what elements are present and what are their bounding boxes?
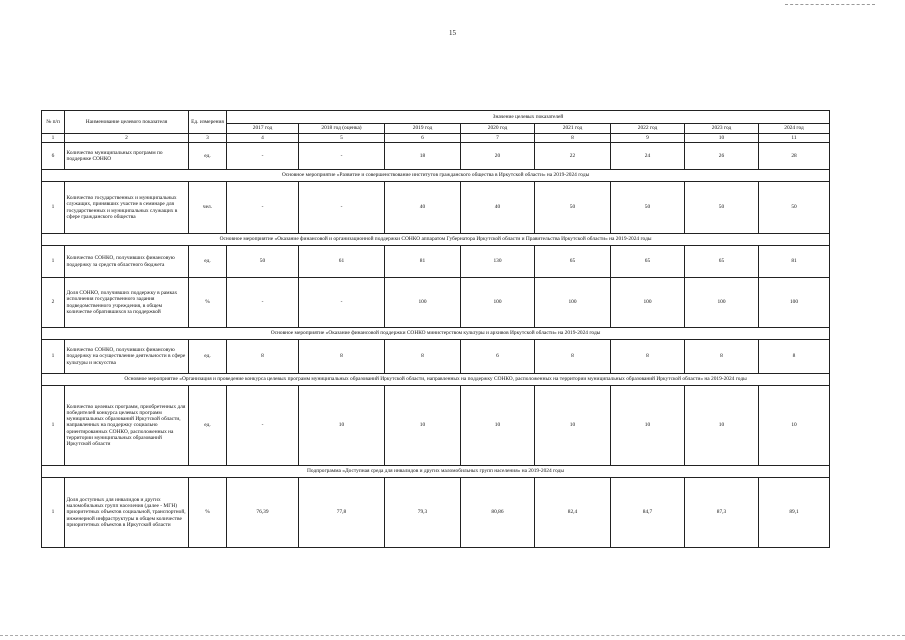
header-year: 2017 год xyxy=(227,124,299,134)
row-value: 50 xyxy=(685,182,759,234)
row-num: 1 xyxy=(42,478,65,548)
row-value: 89,1 xyxy=(759,478,830,548)
row-value: 8 xyxy=(611,340,685,374)
header-num: № п/п xyxy=(42,111,65,134)
row-name: Доля СОНКО, получивших поддержку в рамках исполнения государственного задания подведомственного учреждения, в общем количестве обратившихся за поддержкой xyxy=(65,278,189,328)
bottom-rule xyxy=(0,635,905,636)
row-value: 24 xyxy=(611,143,685,170)
row-value: 84,7 xyxy=(611,478,685,548)
row-unit: % xyxy=(189,278,227,328)
row-num: 1 xyxy=(42,340,65,374)
row-value: 40 xyxy=(385,182,461,234)
row-value: 100 xyxy=(759,278,830,328)
row-value: 22 xyxy=(535,143,611,170)
col-number: 11 xyxy=(759,134,830,143)
row-value: 10 xyxy=(685,386,759,466)
header-values-group: Значение целевых показателей xyxy=(227,111,830,124)
col-number: 1 xyxy=(42,134,65,143)
header-year: 2019 год xyxy=(385,124,461,134)
row-value: 50 xyxy=(611,182,685,234)
row-value: 8 xyxy=(759,340,830,374)
header-year: 2022 год xyxy=(611,124,685,134)
section-row xyxy=(42,234,830,246)
row-num: 1 xyxy=(42,386,65,466)
section-title: Основное мероприятие «Оказание финансовой поддержки СОНКО министерством культуры и архивов Иркутской области» на 2019-2024 годы xyxy=(42,328,830,340)
row-name: Доля доступных для инвалидов и других маломобильных групп населения (далее - МГН) приоритетных объектов социальной, транспортной, инженерной инфраструктуры в общем количестве приоритетных объектов в Иркутской области xyxy=(65,478,189,548)
section-row xyxy=(42,466,830,478)
row-value: 10 xyxy=(535,386,611,466)
row-value: 50 xyxy=(759,182,830,234)
row-name: Количество СОНКО, получивших финансовую поддержку на осуществление деятельности в сфере культуры и искусства xyxy=(65,340,189,374)
row-unit: ед. xyxy=(189,246,227,278)
row-value: 79,3 xyxy=(385,478,461,548)
row-unit: чел. xyxy=(189,182,227,234)
row-value: 8 xyxy=(685,340,759,374)
col-number: 3 xyxy=(189,134,227,143)
row-value: 8 xyxy=(535,340,611,374)
row-value: 10 xyxy=(385,386,461,466)
row-value: 65 xyxy=(611,246,685,278)
row-value: 8 xyxy=(299,340,385,374)
row-value: 10 xyxy=(611,386,685,466)
section-title: Основное мероприятие «Организация и проведение конкурса целевых программ муниципальных образований Иркутской области, направленных на поддержку СОНКО, расположенных на территории муниципальных образований Иркутской области» на 2019-2024 годы xyxy=(42,374,830,386)
row-unit: % xyxy=(189,478,227,548)
row-value: 80,86 xyxy=(461,478,535,548)
row-value: 100 xyxy=(685,278,759,328)
top-rule xyxy=(785,4,875,5)
section-row xyxy=(42,374,830,386)
row-num: 6 xyxy=(42,143,65,170)
row-value: - xyxy=(299,143,385,170)
header-year: 2020 год xyxy=(461,124,535,134)
col-number: 4 xyxy=(227,134,299,143)
row-value: - xyxy=(227,278,299,328)
row-value: 10 xyxy=(759,386,830,466)
row-name: Количество муниципальных программ по поддержке СОНКО xyxy=(65,143,189,170)
row-value: 6 xyxy=(461,340,535,374)
row-value: 65 xyxy=(535,246,611,278)
row-value: 76,39 xyxy=(227,478,299,548)
col-number: 8 xyxy=(535,134,611,143)
table-row xyxy=(42,246,830,278)
row-value: 100 xyxy=(535,278,611,328)
row-value: 130 xyxy=(461,246,535,278)
row-value: 77,8 xyxy=(299,478,385,548)
col-number: 5 xyxy=(299,134,385,143)
row-name: Количество СОНКО, получивших финансовую поддержку за средств областного бюджета xyxy=(65,246,189,278)
table-row xyxy=(42,340,830,374)
header-year: 2023 год xyxy=(685,124,759,134)
row-value: 87,3 xyxy=(685,478,759,548)
page-number: 15 xyxy=(449,29,456,37)
indicators-table xyxy=(41,110,830,548)
table-row xyxy=(42,386,830,466)
section-title: Основное мероприятие «Оказание финансовой и организационной поддержки СОНКО аппаратом Губернатора Иркутской области и Правительства Иркутской области» на 2019-2024 годы xyxy=(42,234,830,246)
header-year: 2024 год xyxy=(759,124,830,134)
section-row xyxy=(42,170,830,182)
row-value: 50 xyxy=(535,182,611,234)
col-number: 10 xyxy=(685,134,759,143)
row-value: 100 xyxy=(461,278,535,328)
row-value: - xyxy=(227,386,299,466)
row-unit: ед. xyxy=(189,386,227,466)
row-name: Количество государственных и муниципальных служащих, принявших участие в семинаре для государственных и муниципальных служащих в сфере гражданского общества xyxy=(65,182,189,234)
row-value: 18 xyxy=(385,143,461,170)
header-year: 2018 год (оценка) xyxy=(299,124,385,134)
row-num: 1 xyxy=(42,246,65,278)
table-row xyxy=(42,143,830,170)
row-value: 100 xyxy=(611,278,685,328)
header-row-1 xyxy=(42,111,830,124)
row-value: 81 xyxy=(385,246,461,278)
row-value: - xyxy=(299,278,385,328)
table-row xyxy=(42,278,830,328)
row-value: 26 xyxy=(685,143,759,170)
col-number: 2 xyxy=(65,134,189,143)
row-value: 20 xyxy=(461,143,535,170)
row-unit: ед. xyxy=(189,340,227,374)
section-row xyxy=(42,328,830,340)
table-row xyxy=(42,182,830,234)
header-name: Наименование целевого показателя xyxy=(65,111,189,134)
row-value: 8 xyxy=(385,340,461,374)
header-year: 2021 год xyxy=(535,124,611,134)
col-number: 9 xyxy=(611,134,685,143)
row-value: - xyxy=(227,143,299,170)
row-value: 81 xyxy=(759,246,830,278)
row-unit: ед. xyxy=(189,143,227,170)
row-value: 8 xyxy=(227,340,299,374)
row-value: 40 xyxy=(461,182,535,234)
header-unit: Ед. измерения xyxy=(189,111,227,134)
row-value: 100 xyxy=(385,278,461,328)
row-value: 82,4 xyxy=(535,478,611,548)
column-number-row xyxy=(42,134,830,143)
row-num: 1 xyxy=(42,182,65,234)
col-number: 6 xyxy=(385,134,461,143)
row-value: 61 xyxy=(299,246,385,278)
col-number: 7 xyxy=(461,134,535,143)
row-name: Количество целевых программ, приобретенных для победителей конкурса целевых программ муниципальных образований Иркутской области, направленных на поддержку социально ориентированных СОНКО, расположенных на территории муниципальных образований Иркутской области xyxy=(65,386,189,466)
row-value: - xyxy=(299,182,385,234)
table-row xyxy=(42,478,830,548)
row-value: 10 xyxy=(461,386,535,466)
section-title: Подпрограмма «Доступная среда для инвалидов и других маломобильных групп населения» на 2019-2024 годы xyxy=(42,466,830,478)
section-title: Основное мероприятие «Развитие и совершенствование институтов гражданского общества в Иркутской области» на 2019-2024 годы xyxy=(42,170,830,182)
row-value: - xyxy=(227,182,299,234)
row-value: 10 xyxy=(299,386,385,466)
row-value: 65 xyxy=(685,246,759,278)
row-value: 50 xyxy=(227,246,299,278)
row-num: 2 xyxy=(42,278,65,328)
row-value: 28 xyxy=(759,143,830,170)
